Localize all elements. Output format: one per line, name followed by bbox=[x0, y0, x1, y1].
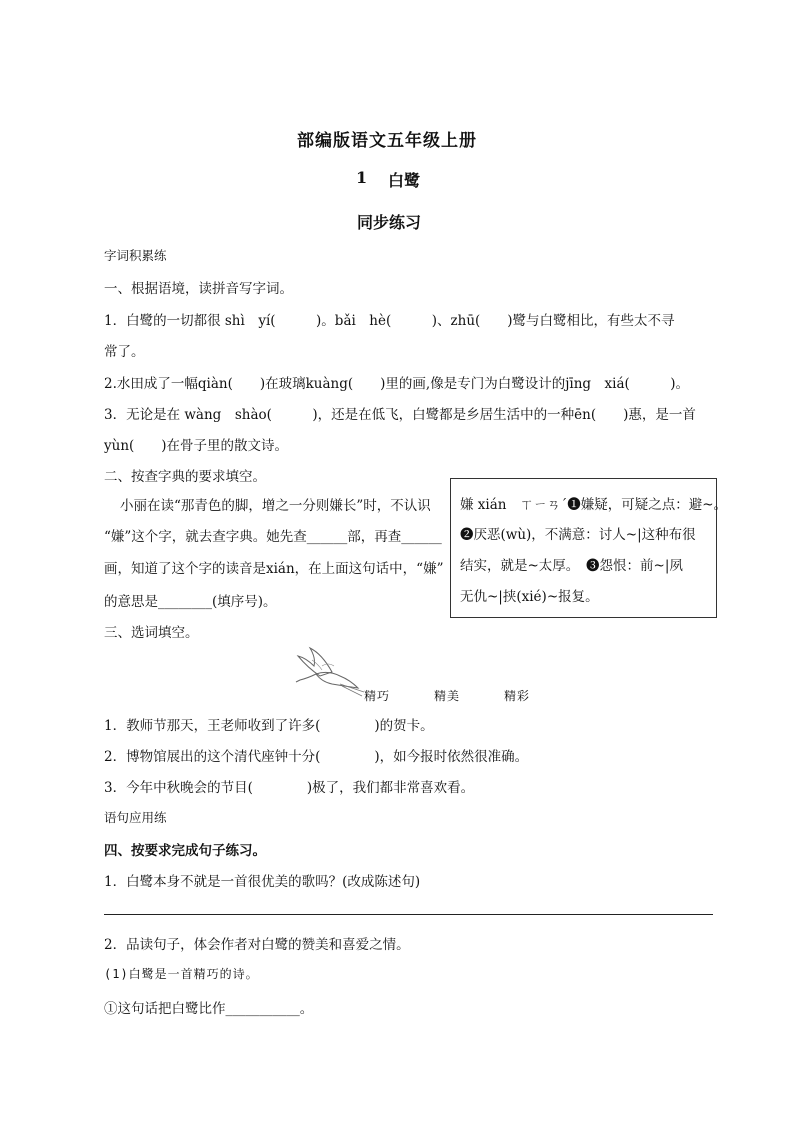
lesson-title: 白鹭 bbox=[388, 171, 421, 190]
paragraph-line: 的意思是________(填序号)。 bbox=[104, 594, 277, 610]
dictionary-line: 无仇~|挟(xié)~报复。 bbox=[460, 589, 599, 605]
lesson-number: 1 bbox=[356, 168, 368, 187]
question-item: 2．博物馆展出的这个清代座钟十分( )，如今报时依然很准确。 bbox=[104, 749, 529, 765]
question-item: 1．白鹭的一切都很 shì yí( )。bǎi hè( )、zhū( )鹭与白鹭相比，有些太不寻 bbox=[104, 313, 675, 329]
section-heading: 语句应用练 bbox=[104, 810, 167, 825]
question-heading: 三、选词填空。 bbox=[104, 625, 199, 641]
dictionary-line: 嫌 xián ㄒㄧㄢˊ❶嫌疑，可疑之点：避~。 bbox=[460, 497, 728, 513]
doc-subtitle: 同步练习 bbox=[357, 213, 422, 232]
question-item: yùn( )在骨子里的散文诗。 bbox=[104, 438, 289, 454]
paragraph-line: 小丽在读“那青色的脚，增之一分则嫌长”时，不认识 bbox=[120, 498, 431, 514]
dictionary-entry-box bbox=[450, 478, 728, 618]
question-heading: 四、按要求完成句子练习。 bbox=[104, 843, 266, 859]
dictionary-line: ❷厌恶(wù)，不满意：讨人~|这种布很 bbox=[460, 527, 696, 543]
question-heading: 二、按查字典的要求填空。 bbox=[104, 469, 266, 485]
paragraph-line: “嫌”这个字，就去查字典。她先查______部，再查______ bbox=[104, 529, 442, 545]
doc-title: 部编版语文五年级上册 bbox=[297, 131, 477, 151]
question-item: 3．今年中秋晚会的节目( )极了，我们都非常喜欢看。 bbox=[104, 780, 475, 796]
question-item: 3．无论是在 wàng shào( )，还是在低飞，白鹭都是乡居生活中的一种ēn( )惠，是一首 bbox=[104, 407, 696, 423]
paragraph-line: 画，知道了这个字的读音是xián，在上面这句话中，“嫌” bbox=[104, 561, 444, 577]
quoted-sentence: (1)白鹭是一首精巧的诗。 bbox=[104, 967, 259, 981]
question-item: ①这句话把白鹭比作___________。 bbox=[104, 1001, 314, 1017]
question-item: 2．品读句子，体会作者对白鹭的赞美和喜爱之情。 bbox=[104, 937, 410, 953]
word-option: 精美 bbox=[434, 689, 461, 703]
word-option: 精巧 bbox=[364, 689, 391, 703]
question-heading: 一、根据语境，读拼音写字词。 bbox=[104, 281, 293, 297]
question-item: 常了。 bbox=[104, 344, 145, 360]
question-item: 2.水田成了一幅qiàn( )在玻璃kuàng( )里的画,像是专门为白鹭设计的jīng xiá( )。 bbox=[104, 376, 690, 392]
question-item: 1．白鹭本身不就是一首很优美的歌吗？(改成陈述句) bbox=[104, 874, 421, 890]
question-item: 1．教师节那天，王老师收到了许多( )的贺卡。 bbox=[104, 718, 434, 734]
section-heading: 字词积累练 bbox=[104, 248, 167, 263]
answer-line[interactable] bbox=[104, 914, 713, 915]
egret-illustration bbox=[292, 644, 366, 702]
word-option: 精彩 bbox=[504, 689, 531, 703]
dictionary-line: 结实，就是~太厚。 ❸怨恨：前~|夙 bbox=[460, 558, 683, 574]
